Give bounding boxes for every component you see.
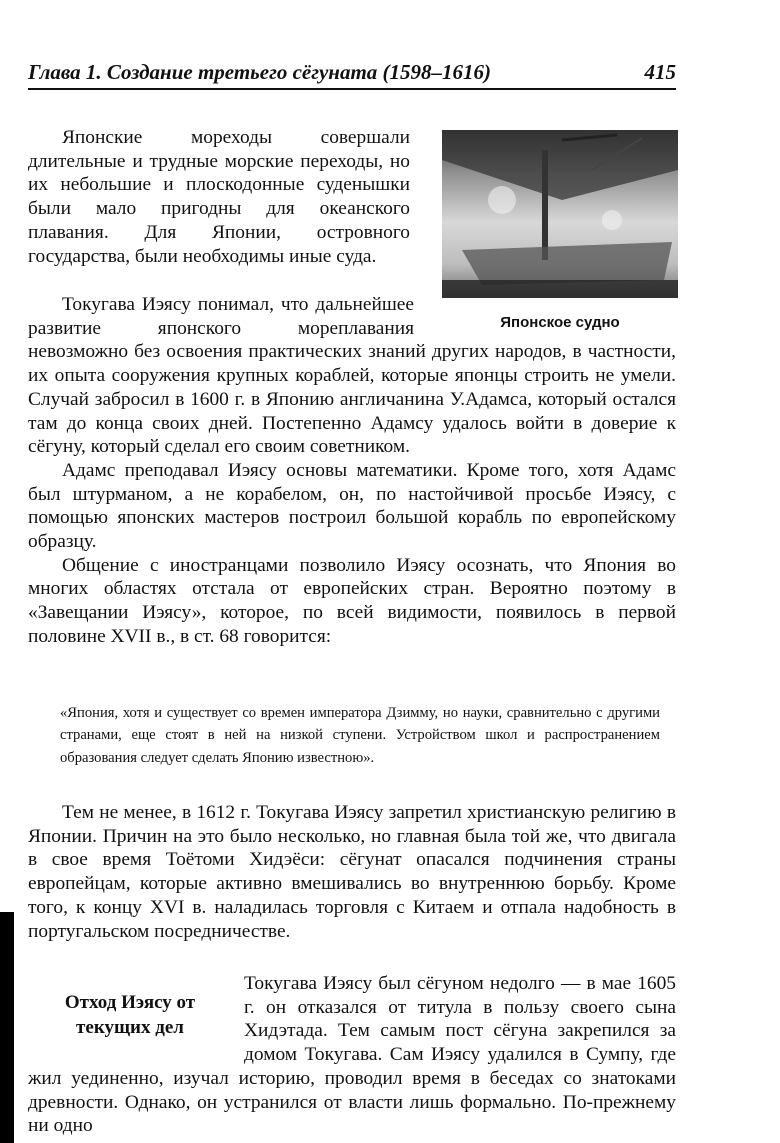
quotation-text: «Япония, хотя и существует со времен императора Дзимму, но науки, сравнительно с другими странами, еще стоят в ней на низкой ступени. Устройством школ и распространением образования следует сделать Японию известною». <box>60 705 660 766</box>
paragraph-4: Общение с иностранцами позволило Иэясу осознать, что Япония во многих областях отстала от европейских стран. Вероятно поэтому в «Завещании Иэясу», которое, по всей видимости, появилось в первой половине XVII в., в ст. 68 говорится: <box>28 554 676 647</box>
running-header <box>28 60 676 90</box>
section-text-block <box>28 972 676 1138</box>
paragraph-2-text: Токугава Иэясу понимал, что дальнейшее развитие японского мореплавания невозможно без освоения практических знаний других народов, в частности, их опыта сооружения крупных кораблей, которые японцы строить не умели. Случай забросил в 1600 г. в Японию англичанина У.Адамса, который остался там до конца своих дней. Постепенно Адамсу удалось войти в доверие к сёгуну, который сделал его своим советником. <box>28 294 676 458</box>
ship-illustration <box>442 130 678 298</box>
side-heading-line-1: Отход Иэясу от <box>64 992 196 1013</box>
paragraph-5: Тем не менее, в 1612 г. Токугава Иэясу запретил христианскую религию в Японии. Причин на это было несколько, но главная была той же, что двигала в свое время Тоётоми Хидэёси: сёгунат опасался подчинения страны европейцам, которые активно вмешивались во внутреннюю борьбу. Кроме того, к концу XVI в. наладилась торговля с Китаем и отпала надобность в португальском посредничестве. <box>28 802 676 942</box>
ship-picture <box>442 130 678 298</box>
quotation-block <box>60 702 660 769</box>
page-number: 415 <box>644 60 676 84</box>
paragraph-3: Адамс преподавал Иэясу основы математики. Кроме того, хотя Адамс был штурманом, а не корабелом, он, по настойчивой просьбе Иэясу, с помощью японских мастеров построил большой корабль по европейскому образцу. <box>28 459 676 553</box>
paragraph-1: Японские мореходы совершали длительные и трудные морские переходы, но их небольшие и плоскодонные суденышки были мало пригодны для океанского плавания. Для Японии, островного государства, были необходимы иные суда. <box>28 127 410 267</box>
section-float-spacer <box>28 972 244 1066</box>
section-paragraph: Токугава Иэясу был сёгуном недолго — в мае 1605 г. он отказался от титула в пользу своего сына Хидэтада. Тем самым пост сёгуна закрепился за домом Токугава. Сам Иэясу удалился в Сумпу, где жил уединенно, изучал историю, проводил время в беседах со знатоками древности. Однако, он устранился от власти лишь формально. По-прежнему ни одно <box>28 973 676 1137</box>
side-heading-line-2: текущих дел <box>76 1017 184 1038</box>
figure-wrap-spacer <box>414 293 676 339</box>
scan-edge-shadow <box>0 912 14 1143</box>
body-text-main <box>28 293 676 649</box>
figure-caption: Японское судно <box>500 314 620 331</box>
chapter-title: Глава 1. Создание третьего сёгуната (1598–1616) <box>28 60 492 84</box>
body-text-after-quote <box>28 801 676 943</box>
paragraph-2 <box>28 293 676 459</box>
top-paragraph-block <box>28 126 410 268</box>
